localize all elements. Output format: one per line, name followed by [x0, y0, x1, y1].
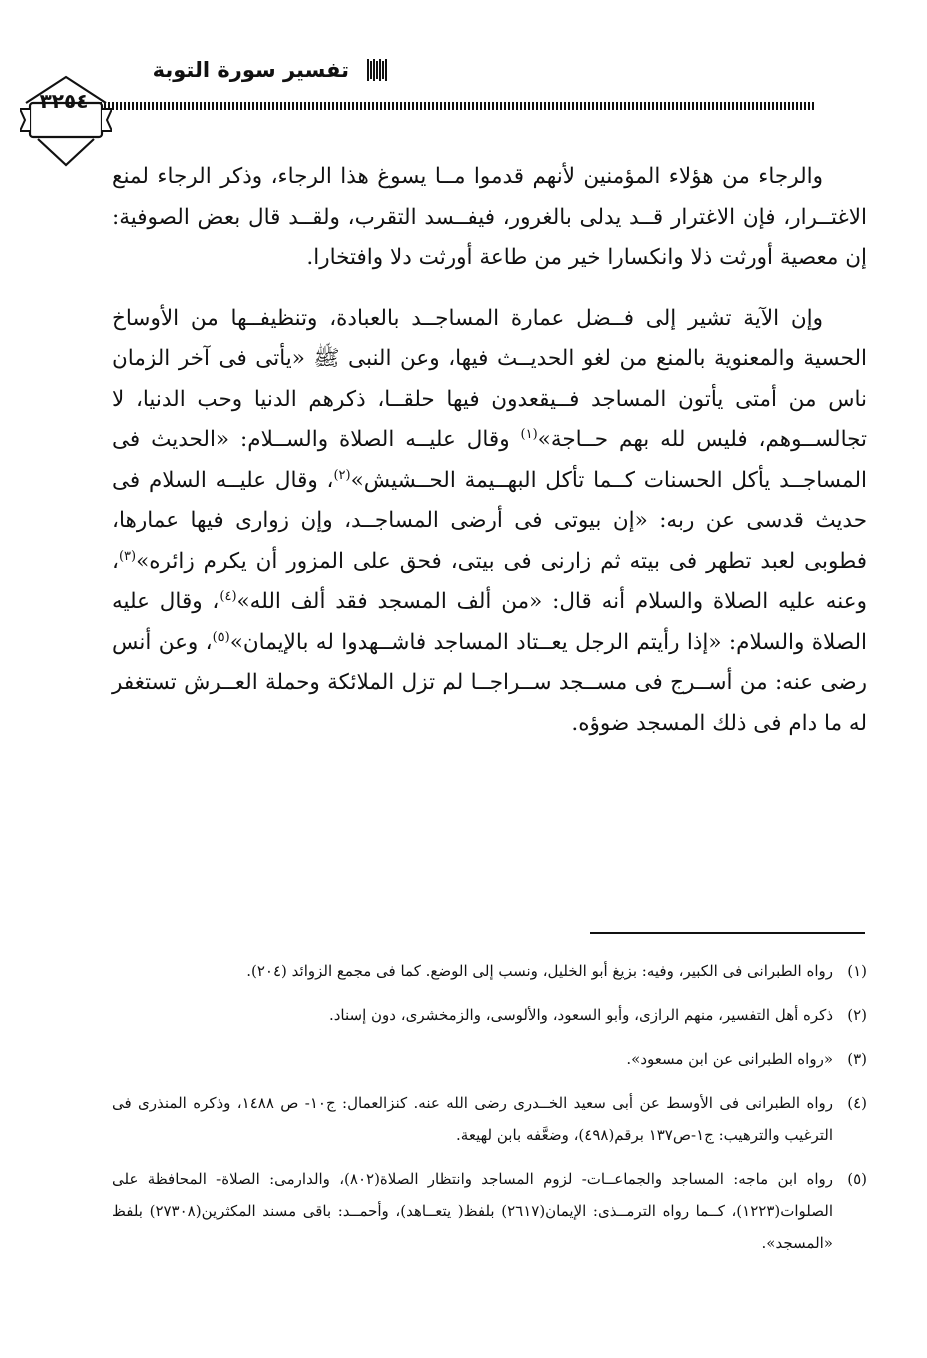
footnote-text: رواه الطبرانى فى الكبير، وفيه: بزيغ أبو الخليل، ونسب إلى الوضع. كما فى مجمع الزوائد (٢٠٤). — [246, 962, 833, 980]
header-title-group — [153, 58, 387, 82]
footnotes — [112, 955, 867, 1271]
paragraph — [112, 299, 867, 745]
header-ornament-icon — [367, 59, 387, 81]
footnote-text: «رواه الطبرانى عن ابن مسعود». — [626, 1050, 833, 1068]
footnote-label: (٥) — [847, 1170, 868, 1188]
footnote-marker: (٥) — [212, 629, 230, 645]
page-number: ٣٢٥٤ — [39, 89, 89, 113]
header-dotted-rule — [92, 102, 815, 110]
text-segment: ، وقال عليــه السلام فى حديث قدسى عن ربه: «إن بيوتى فى أرضى المساجــد، وإن زوارى فيها عمارها، فطوبى لعبد تطهر فى بيته ثم زارنى فى بيتى، فحق على المزور أن يكرم زائره» — [112, 467, 867, 574]
text-segment: ، وعن أنس رضى عنه: من أســرج فى مســجد ســراجــا لم تزل الملائكة وحملة العــرش تستغفر له ما دام فى ذلك المسجد ضوؤه. — [112, 629, 867, 736]
running-title: تفسير سورة التوبة — [152, 58, 349, 82]
body-text — [112, 157, 867, 744]
paragraph: والرجاء من هؤلاء المؤمنين لأنهم قدموا مــا يسوغ هذا الرجاء، وذكر الرجاء لمنع الاغتــرار، فإن الاغترار قــد يدلى بالغرور، فيفــسد التقرب، ولقــد قال بعض الصوفية: إن معصية أورثت ذلا وانكسارا خير من طاعة أورثت دلا وافتخارا. — [112, 164, 867, 270]
footnote-marker: (٢) — [333, 467, 351, 483]
footnote-text: رواه الطبرانى فى الأوسط عن أبى سعيد الخــدرى رضى الله عنه. كنزالعمال: ج١٠- ص ١٤٨٨، وذكره المنذرى فى الترغيب والترهيب: ج١-ص١٣٧ برقم(٤٩٨)، وضعَّفه بابن لهيعة. — [112, 1094, 833, 1144]
footnote-marker: (١) — [520, 426, 538, 442]
text-segment: ، وعنه عليه الصلاة والسلام أنه قال: «من ألف المسجد فقد ألف الله» — [112, 548, 868, 614]
footnote-marker: (٣) — [118, 548, 137, 564]
footnote — [112, 1043, 867, 1075]
footnote-label: (١) — [847, 962, 867, 980]
footnote-text: رواه ابن ماجه: المساجد والجماعــات- لزوم المساجد وانتظار الصلاة(٨٠٢)، والدارمى: الصلاة- المحافظة على الصلوات(١٢٢٣)، كــما رواه الترمــذى: الإيمان(٢٦١٧) بلفظ( يتعــاهد)، وأحمــد: باقى مسند المكثرين(٢٧٣٠٨) بلفظ «المسجد». — [112, 1170, 834, 1252]
footnote-marker: (٤) — [219, 588, 237, 604]
footnote — [112, 955, 867, 987]
footnote-separator — [590, 932, 865, 934]
text-segment: وإن الآية تشير إلى فــضل عمارة المساجــد بالعبادة، وتنظيفــها من الأوساخ الحسية والمعنوية بالمنع من لغو الحديــث فيها، وعن النبى ﷺ «يأتى فى آخر الزمان ناس من أمتى يأتون المساجد فــيقعدون فيها حلقــا، ذكرهم الدنيا وحب الدنيا، لا تجالســوهم، فليس لله بهم حــاجة» — [112, 305, 867, 452]
footnote — [112, 1163, 867, 1259]
footnote-label: (٣) — [847, 1050, 867, 1068]
footnote — [112, 1087, 867, 1151]
footnote-label: (٢) — [847, 1006, 867, 1024]
text-segment: وقال عليــه الصلاة والســلام: «الحديث فى المساجــد يأكل الحسنات كــما تأكل البهــيمة الحــشيش» — [112, 427, 867, 493]
page-header — [20, 40, 907, 150]
footnote-text: ذكره أهل التفسير، منهم الرازى، وأبو السعود، والألوسى، والزمخشرى، دون إسناد. — [328, 1006, 833, 1024]
footnote-label: (٤) — [847, 1094, 867, 1112]
text-segment: ، وقال عليه الصلاة والسلام: «إذا رأيتم الرجل يعــتاد المساجد فاشــهدوا له بالإيمان» — [112, 589, 867, 655]
page-number-badge — [20, 73, 112, 179]
footnote — [112, 999, 867, 1031]
